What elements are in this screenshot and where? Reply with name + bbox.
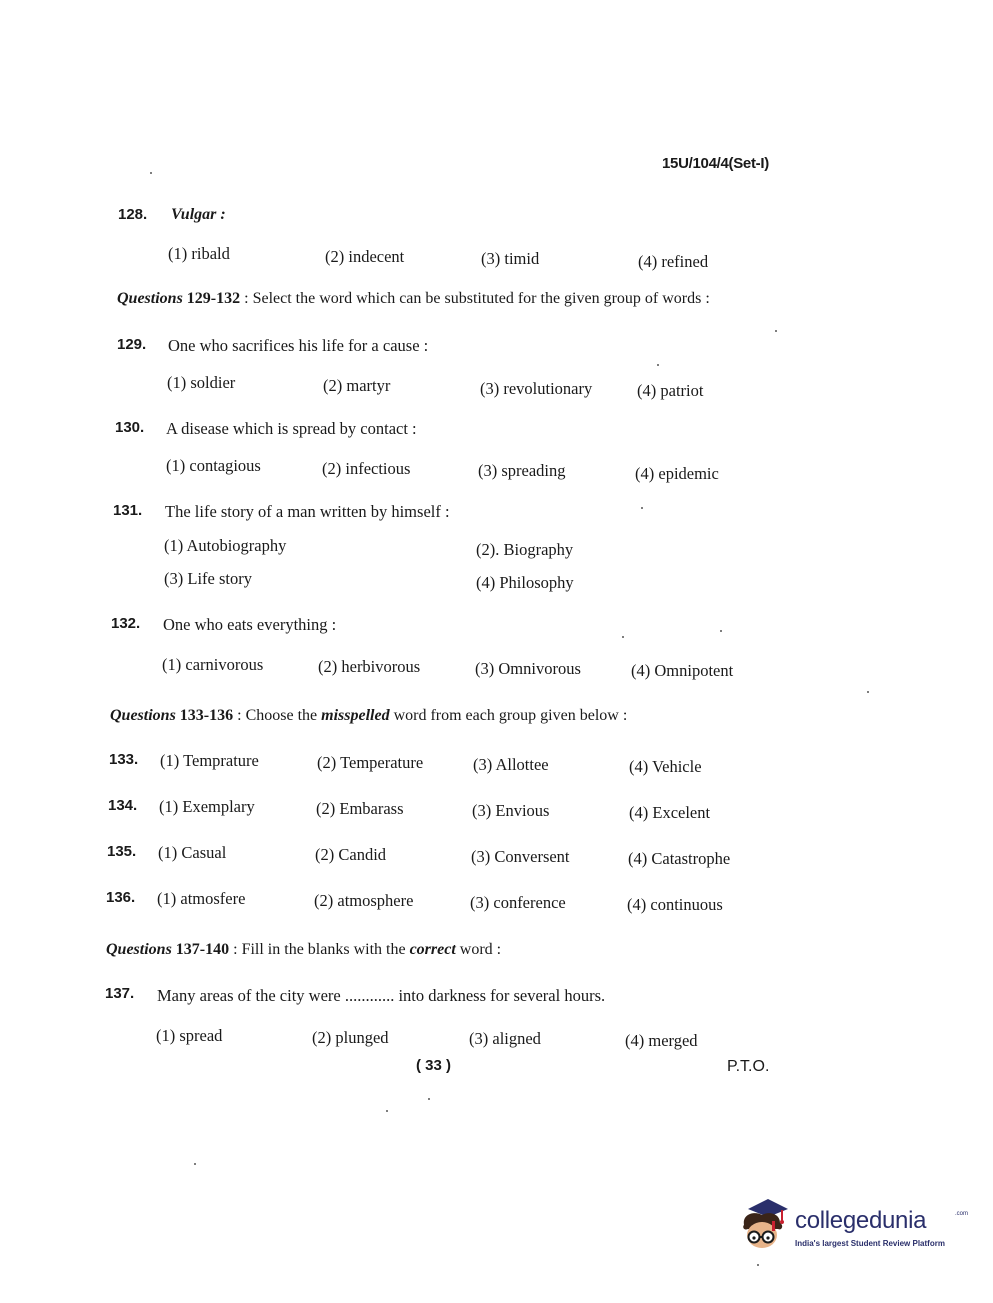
question-number-128: 128. xyxy=(118,206,148,223)
question-prompt-137: Many areas of the city were ............ into darkness for several hours. xyxy=(157,986,606,1005)
question-prompt-129: One who sacrifices his life for a cause : xyxy=(168,336,429,355)
section-emphasis: correct xyxy=(409,941,456,958)
question-prompt-132: One who eats everything : xyxy=(163,615,337,634)
q132-option-1: (1) carnivorous xyxy=(162,655,264,674)
section-header-137-140 xyxy=(106,941,501,959)
q133-option-2: (2) Temperature xyxy=(317,753,424,772)
q136-option-1: (1) atmosfere xyxy=(157,889,246,908)
q128-option-3: (3) timid xyxy=(481,249,540,268)
q130-option-2: (2) infectious xyxy=(322,459,411,478)
question-number-133: 133. xyxy=(109,751,139,768)
question-number-137: 137. xyxy=(105,985,135,1002)
q131-option-3: (3) Life story xyxy=(164,569,252,588)
q137-option-4: (4) merged xyxy=(625,1031,698,1050)
section-instruction-before: : Fill in the blanks with the xyxy=(229,941,410,958)
q128-option-2: (2) indecent xyxy=(325,247,405,266)
q132-option-3: (3) Omnivorous xyxy=(475,659,581,678)
pto-label: P.T.O. xyxy=(727,1058,770,1075)
question-number-129: 129. xyxy=(117,336,147,353)
q128-option-4: (4) refined xyxy=(638,252,709,271)
q130-option-3: (3) spreading xyxy=(478,461,566,480)
section-instruction-after: word from each group given below : xyxy=(389,707,628,724)
q136-option-2: (2) atmosphere xyxy=(314,891,414,910)
watermark-domain: .com xyxy=(955,1211,969,1217)
question-number-135: 135. xyxy=(107,843,137,860)
question-number-130: 130. xyxy=(115,419,145,436)
paper-code: 15U/104/4(Set-I) xyxy=(662,155,769,172)
question-number-134: 134. xyxy=(108,797,138,814)
question-prompt-131: The life story of a man written by himself : xyxy=(165,502,450,521)
section-header-129-132 xyxy=(117,290,710,308)
q129-option-4: (4) patriot xyxy=(637,381,704,400)
q133-option-1: (1) Temprature xyxy=(160,751,259,770)
q129-option-2: (2) martyr xyxy=(323,376,391,395)
question-prompt-130: A disease which is spread by contact : xyxy=(166,419,417,438)
q131-option-4: (4) Philosophy xyxy=(476,573,574,592)
q133-option-3: (3) Allottee xyxy=(473,755,549,774)
q132-option-2: (2) herbivorous xyxy=(318,657,421,676)
q130-option-4: (4) epidemic xyxy=(635,464,719,483)
question-number-131: 131. xyxy=(113,502,143,519)
section-header-133-136 xyxy=(110,707,627,725)
collegedunia-watermark xyxy=(738,1195,969,1265)
section-label: Questions xyxy=(110,707,176,724)
q134-option-1: (1) Exemplary xyxy=(159,797,255,816)
q129-option-1: (1) soldier xyxy=(167,373,236,392)
q130-option-1: (1) contagious xyxy=(166,456,261,475)
section-instruction-before: : Choose the xyxy=(233,707,322,724)
q135-option-3: (3) Conversent xyxy=(471,847,570,866)
collegedunia-mascot-icon xyxy=(738,1195,794,1257)
q136-option-4: (4) continuous xyxy=(627,895,723,914)
q134-option-3: (3) Envious xyxy=(472,801,550,820)
section-range: 129-132 xyxy=(186,290,241,307)
q137-option-1: (1) spread xyxy=(156,1026,223,1045)
question-number-136: 136. xyxy=(106,889,136,906)
q128-option-1: (1) ribald xyxy=(168,244,230,263)
section-instruction: : Select the word which can be substituted for the given group of words : xyxy=(244,290,710,307)
question-number-132: 132. xyxy=(111,615,141,632)
section-range: 133-136 xyxy=(179,707,234,724)
q134-option-4: (4) Excelent xyxy=(629,803,711,822)
q131-option-2: (2). Biography xyxy=(476,540,574,559)
q131-option-1: (1) Autobiography xyxy=(164,536,287,555)
q135-option-2: (2) Candid xyxy=(315,845,387,864)
watermark-tagline: India's largest Student Review Platform xyxy=(795,1239,945,1248)
section-emphasis: misspelled xyxy=(321,707,390,724)
watermark-brand: collegedunia xyxy=(795,1207,927,1234)
q134-option-2: (2) Embarass xyxy=(316,799,404,818)
section-label: Questions xyxy=(117,290,183,307)
q129-option-3: (3) revolutionary xyxy=(480,379,593,398)
q133-option-4: (4) Vehicle xyxy=(629,757,702,776)
q135-option-1: (1) Casual xyxy=(158,843,227,862)
section-range: 137-140 xyxy=(175,941,230,958)
section-label: Questions xyxy=(106,941,172,958)
q137-option-3: (3) aligned xyxy=(469,1029,541,1048)
q136-option-3: (3) conference xyxy=(470,893,566,912)
q137-option-2: (2) plunged xyxy=(312,1028,389,1047)
q132-option-4: (4) Omnipotent xyxy=(631,661,734,680)
page-number: ( 33 ) xyxy=(416,1057,452,1074)
section-instruction-after: word : xyxy=(455,941,502,958)
q135-option-4: (4) Catastrophe xyxy=(628,849,731,868)
question-prompt-128: Vulgar : xyxy=(171,206,226,223)
